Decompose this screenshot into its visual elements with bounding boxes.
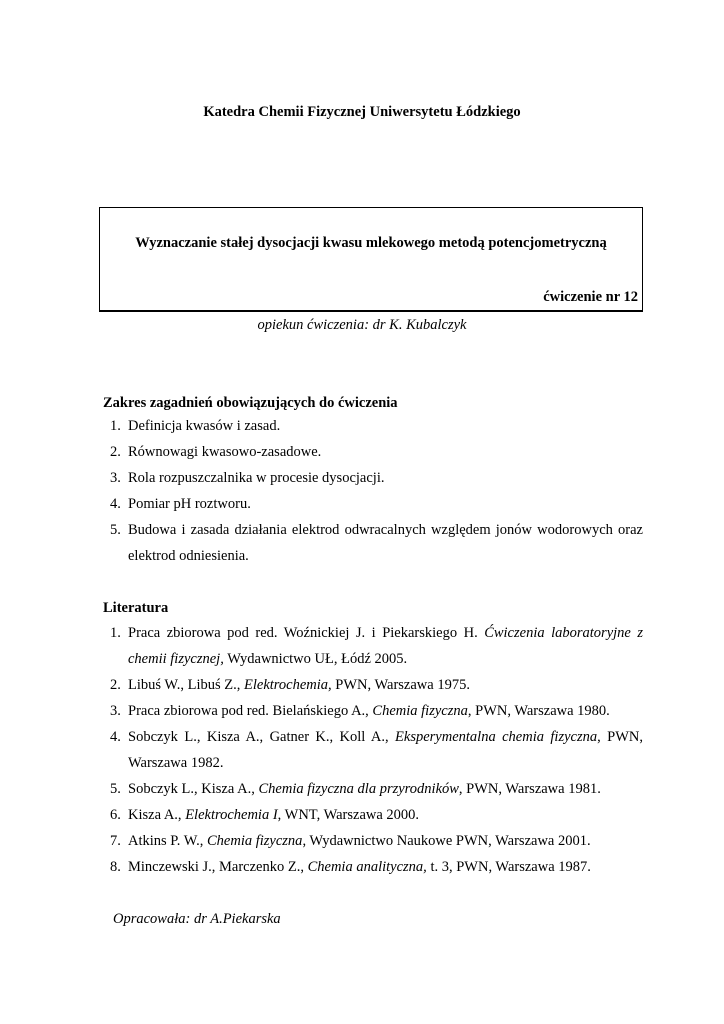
item-text: Minczewski J., Marczenko Z., [128,859,308,875]
list-item [103,413,643,439]
list-item [103,439,643,465]
item-text: , WNT, Warszawa 2000. [277,807,420,823]
department-header: Katedra Chemii Fizycznej Uniwersytetu Łódzkiego [203,104,521,120]
item-text: Libuś W., Libuś Z., [128,677,245,693]
scope-list [103,413,643,569]
book-title: Chemia fizyczna [372,703,468,719]
list-item [103,620,643,672]
item-text: Praca zbiorowa pod red. Woźnickiej J. i Piekarskiego H. [128,625,485,641]
item-text: Rola rozpuszczalnika w procesie dysocjacji. [128,470,385,486]
list-item [103,854,643,880]
item-number: 5. [110,522,121,538]
exercise-title: Wyznaczanie stałej dysocjacji kwasu mlekowego metodą potencjometryczną [135,235,607,251]
literature-list [103,620,643,880]
item-text: , PWN, Warszawa 1980. [467,703,610,719]
book-title: Chemia analityczna, [307,859,427,875]
item-number: 3. [110,703,121,719]
list-item [103,672,643,698]
item-number: 4. [110,729,121,745]
item-text: Sobczyk L., Kisza A., [128,781,259,797]
item-text: Definicja kwasów i zasad. [128,418,281,434]
item-number: 1. [110,625,121,641]
book-title: Elektrochemia I [185,807,278,823]
book-title: Chemia fizyczna dla przyrodników [258,781,459,797]
item-text: Kisza A., [128,807,186,823]
author-line: Opracowała: dr A.Piekarska [113,911,281,927]
item-text: Atkins P. W., [128,833,207,849]
item-number: 7. [110,833,121,849]
item-text: Pomiar pH roztworu. [128,496,251,512]
list-item [103,802,643,828]
list-item [103,724,643,776]
item-number: 3. [110,470,121,486]
item-text: , PWN, Warszawa 1981. [458,781,601,797]
item-text: Równowagi kwasowo-zasadowe. [128,444,322,460]
item-number: 1. [110,418,121,434]
list-item [103,491,643,517]
item-number: 2. [110,677,121,693]
item-number: 4. [110,496,121,512]
title-box [99,207,643,312]
book-title: Eksperymentalna chemia fizyczna [395,729,598,745]
item-text: , PWN, Warszawa 1982. [128,729,643,771]
list-item [103,776,643,802]
item-text: Praca zbiorowa pod red. Bielańskiego A., [128,703,373,719]
list-item [103,465,643,491]
item-text: Wydawnictwo UŁ, Łódź 2005. [223,651,408,667]
item-number: 8. [110,859,121,875]
item-text: Budowa i zasada działania elektrod odwracalnych względem jonów wodorowych oraz elektrod odniesienia. [128,522,643,564]
list-item [103,517,643,569]
item-text: Sobczyk L., Kisza A., Gatner K., Koll A., [128,729,396,745]
book-title: Elektrochemia, [244,677,332,693]
item-text: PWN, Warszawa 1975. [331,677,470,693]
list-item [103,698,643,724]
item-number: 5. [110,781,121,797]
literature-heading: Literatura [103,600,169,616]
item-number: 2. [110,444,121,460]
supervisor-line: opiekun ćwiczenia: dr K. Kubalczyk [257,317,467,333]
book-title: Chemia fizyczna [206,833,303,849]
item-number: 6. [110,807,121,823]
item-text: , Wydawnictwo Naukowe PWN, Warszawa 2001. [302,833,591,849]
scope-heading: Zakres zagadnień obowiązujących do ćwiczenia [103,395,398,411]
book-title: Ćwiczenia laboratoryjne z chemii fizycznej, [128,625,643,667]
list-item [103,828,643,854]
exercise-number: ćwiczenie nr 12 [543,289,638,305]
item-text: t. 3, PWN, Warszawa 1987. [426,859,591,875]
